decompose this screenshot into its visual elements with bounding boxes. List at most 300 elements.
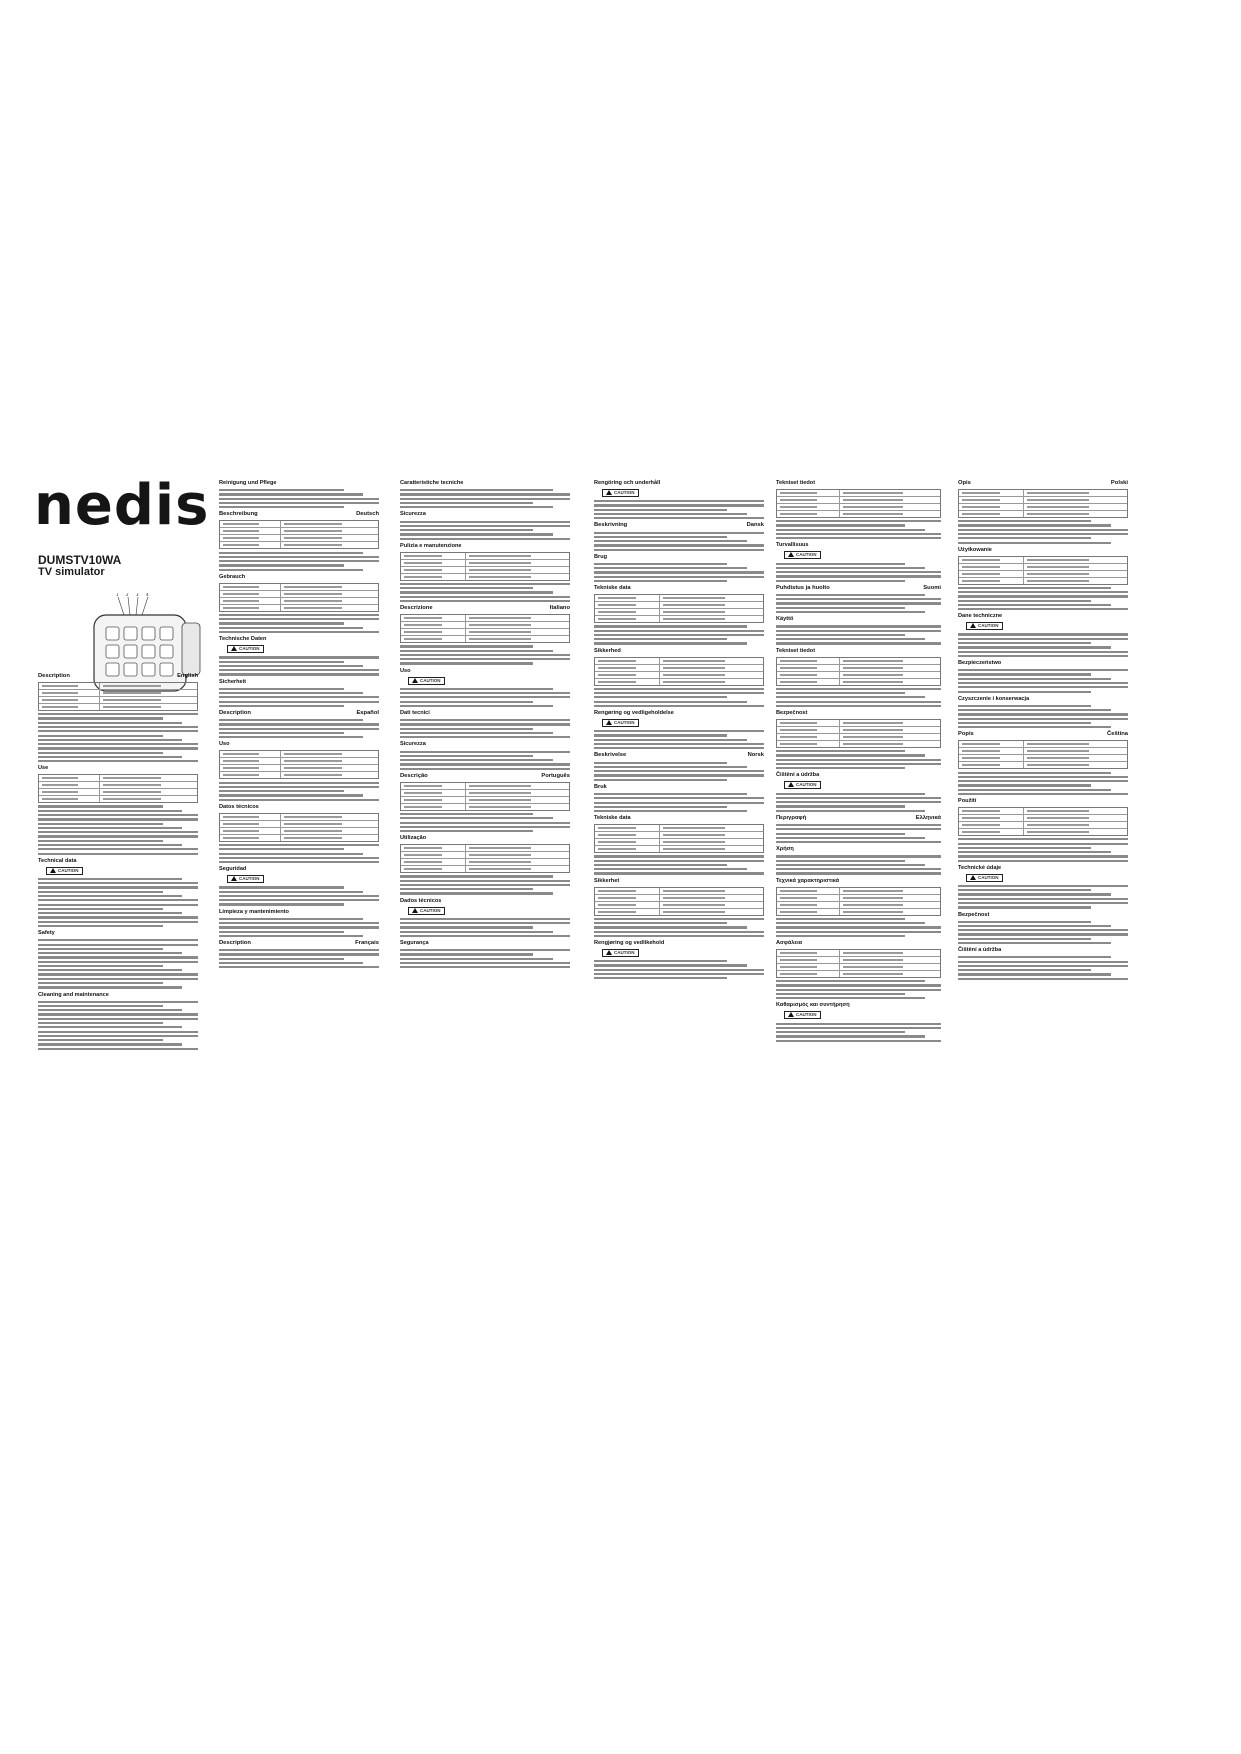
spec-table-row xyxy=(39,697,197,704)
text-line xyxy=(38,891,163,893)
text-line xyxy=(594,567,747,569)
led-cell xyxy=(124,627,137,640)
text-line xyxy=(958,776,1128,778)
spec-table-row xyxy=(595,609,763,616)
spec-table-row xyxy=(220,605,378,611)
text-line xyxy=(958,678,1111,680)
text-line xyxy=(38,1018,198,1020)
text-line xyxy=(776,1040,941,1042)
product-name: TV simulator xyxy=(38,566,105,578)
text-line xyxy=(400,529,533,531)
text-line xyxy=(776,989,941,991)
text-line xyxy=(776,931,941,933)
language-label: Italiano xyxy=(549,605,570,612)
section-heading: Uso xyxy=(400,667,411,674)
spec-table-row xyxy=(777,497,940,504)
text-line xyxy=(776,598,941,600)
text-line xyxy=(594,935,764,937)
text-line xyxy=(958,726,1111,728)
text-line xyxy=(400,880,570,882)
text-line xyxy=(400,826,570,828)
spec-table-row xyxy=(595,909,763,915)
text-line xyxy=(594,536,727,538)
text-line xyxy=(38,810,182,812)
text-line xyxy=(219,614,379,616)
text-line xyxy=(38,978,198,980)
text-line xyxy=(400,949,570,951)
text-line xyxy=(958,722,1091,724)
spec-table-row xyxy=(595,616,763,622)
text-line xyxy=(594,802,764,804)
caution-label xyxy=(784,1011,821,1019)
caution-label xyxy=(408,677,445,685)
text-line xyxy=(958,655,1128,657)
text-line xyxy=(38,986,182,988)
text-line xyxy=(594,642,747,644)
col-polish xyxy=(958,477,1128,1105)
text-line xyxy=(219,502,379,504)
text-line xyxy=(958,682,1128,684)
text-line xyxy=(400,751,570,753)
section-heading: Περιγραφή xyxy=(776,814,807,821)
caution-text: CAUTION xyxy=(978,623,999,629)
spec-table-row xyxy=(777,909,940,915)
text-line xyxy=(958,673,1091,675)
text-line xyxy=(219,564,344,566)
caution-label xyxy=(602,719,639,727)
text-line xyxy=(958,843,1128,845)
spec-table-row xyxy=(777,727,940,734)
text-line xyxy=(219,692,363,694)
text-line xyxy=(594,922,727,924)
spec-table-row xyxy=(959,564,1127,571)
text-line xyxy=(958,669,1128,671)
language-label: Norsk xyxy=(747,752,764,759)
text-line xyxy=(594,692,764,694)
text-line xyxy=(958,691,1091,693)
spec-table-row xyxy=(777,658,940,665)
svg-text:4: 4 xyxy=(146,593,149,597)
spec-table-row xyxy=(220,828,378,835)
text-line xyxy=(38,823,163,825)
text-line xyxy=(219,631,379,633)
text-line xyxy=(594,580,727,582)
text-line xyxy=(38,956,198,958)
spec-table xyxy=(400,782,570,811)
spec-table xyxy=(219,583,379,612)
spec-table xyxy=(400,552,570,581)
spec-table-row xyxy=(401,790,569,797)
section-heading: Bezpieczeństwo xyxy=(958,660,1002,667)
text-line xyxy=(776,696,925,698)
spec-table-row xyxy=(401,859,569,866)
spec-table xyxy=(958,489,1128,518)
text-line xyxy=(38,1022,163,1024)
caution-label xyxy=(966,874,1003,882)
text-line xyxy=(776,638,925,640)
spec-table-row xyxy=(220,772,378,778)
spec-table xyxy=(958,556,1128,585)
text-line xyxy=(38,831,198,833)
text-line xyxy=(400,583,570,585)
warning-icon xyxy=(606,950,612,955)
text-line xyxy=(400,962,570,964)
text-line xyxy=(400,958,553,960)
text-line xyxy=(594,926,747,928)
text-line xyxy=(594,747,764,749)
text-line xyxy=(958,906,1091,908)
section-heading-row xyxy=(219,710,379,717)
text-line xyxy=(219,786,379,788)
text-line xyxy=(958,542,1111,544)
spec-table-row xyxy=(220,598,378,605)
spec-table-row xyxy=(777,672,940,679)
text-line xyxy=(400,931,553,933)
text-line xyxy=(958,929,1128,931)
spec-table xyxy=(958,740,1128,769)
text-line xyxy=(38,878,182,880)
text-line xyxy=(958,646,1111,648)
text-line xyxy=(400,658,570,660)
text-line xyxy=(219,627,363,629)
text-line xyxy=(594,532,764,534)
spec-table-row xyxy=(959,762,1127,768)
section-heading: Beskrivelse xyxy=(594,752,627,759)
text-line xyxy=(776,625,941,627)
spec-table xyxy=(776,887,941,916)
section-heading: Description xyxy=(219,710,251,717)
text-line xyxy=(400,587,533,589)
text-line xyxy=(400,533,553,535)
text-line xyxy=(219,857,379,859)
text-line xyxy=(776,575,941,577)
spec-table-row xyxy=(595,846,763,852)
spec-table-row xyxy=(959,822,1127,829)
text-line xyxy=(400,650,553,652)
text-line xyxy=(776,793,925,795)
text-line xyxy=(776,810,925,812)
text-line xyxy=(958,604,1111,606)
text-line xyxy=(400,953,533,955)
text-line xyxy=(400,654,570,656)
caution-text: CAUTION xyxy=(239,646,260,652)
text-line xyxy=(219,931,344,933)
section-heading-row xyxy=(400,605,570,612)
text-line xyxy=(38,805,163,807)
text-line xyxy=(38,756,182,758)
section-heading: Description xyxy=(219,940,251,947)
spec-table-row xyxy=(777,902,940,909)
text-line xyxy=(958,965,1128,967)
text-line xyxy=(219,622,344,624)
text-line xyxy=(400,755,533,757)
section-heading: Tekniske data xyxy=(594,815,631,822)
section-heading-row xyxy=(219,511,379,518)
text-line xyxy=(776,855,941,857)
spec-table-row xyxy=(220,821,378,828)
spec-table xyxy=(400,844,570,873)
led-cell xyxy=(124,645,137,658)
text-line xyxy=(219,723,379,725)
text-line xyxy=(594,793,747,795)
spec-table xyxy=(38,774,198,803)
section-heading: Tekniset tiedot xyxy=(776,647,816,654)
text-line xyxy=(219,669,379,671)
section-heading: Beskrivning xyxy=(594,522,628,529)
text-line xyxy=(776,767,905,769)
text-line xyxy=(38,848,198,850)
section-heading: Sikkerhet xyxy=(594,877,620,884)
section-heading: Rengøring og vedligeholdelse xyxy=(594,710,674,717)
section-heading: Dati tecnici xyxy=(400,710,430,717)
text-line xyxy=(776,801,941,803)
text-line xyxy=(958,893,1111,895)
text-line xyxy=(400,596,570,598)
text-line xyxy=(400,884,570,886)
text-line xyxy=(776,524,905,526)
text-line xyxy=(38,743,198,745)
text-line xyxy=(219,903,344,905)
spec-table-row xyxy=(401,797,569,804)
text-line xyxy=(400,966,570,968)
text-line xyxy=(38,886,198,888)
spec-table xyxy=(219,520,379,549)
text-line xyxy=(594,872,764,874)
section-heading: Technické údaje xyxy=(958,864,1002,871)
caution-label xyxy=(966,622,1003,630)
text-line xyxy=(958,780,1128,782)
spec-table xyxy=(594,824,764,853)
warning-icon xyxy=(412,678,418,683)
text-line xyxy=(400,817,553,819)
text-line xyxy=(38,735,163,737)
text-line xyxy=(594,625,747,627)
spec-table-row xyxy=(401,783,569,790)
text-line xyxy=(958,889,1091,891)
text-line xyxy=(38,895,182,897)
text-line xyxy=(219,506,344,508)
text-line xyxy=(776,533,941,535)
text-line xyxy=(38,944,198,946)
text-line xyxy=(400,696,570,698)
text-line xyxy=(594,766,747,768)
spec-table-row xyxy=(595,832,763,839)
caution-label xyxy=(227,875,264,883)
section-heading: Bezpečnost xyxy=(958,911,990,918)
text-line xyxy=(219,673,379,675)
section-heading: Dados técnicos xyxy=(400,897,442,904)
text-line xyxy=(776,580,905,582)
section-heading: Gebrauch xyxy=(219,573,246,580)
section-heading: Καθαρισμός και συντήρηση xyxy=(776,1002,850,1009)
caution-text: CAUTION xyxy=(420,907,441,913)
section-heading: Descrizione xyxy=(400,605,433,612)
text-line xyxy=(958,709,1111,711)
text-line xyxy=(594,513,747,515)
text-line xyxy=(958,838,1128,840)
text-line xyxy=(38,840,163,842)
caution-text: CAUTION xyxy=(614,490,635,495)
text-line xyxy=(400,701,533,703)
section-heading: Use xyxy=(38,765,49,772)
spec-table-row xyxy=(220,765,378,772)
text-line xyxy=(38,730,198,732)
text-line xyxy=(219,618,379,620)
spec-table-row xyxy=(777,504,940,511)
text-line xyxy=(38,1043,182,1045)
caution-label xyxy=(602,489,639,497)
text-line xyxy=(776,860,905,862)
text-line xyxy=(958,587,1111,589)
text-line xyxy=(594,734,727,736)
spec-table-row xyxy=(220,521,378,528)
section-heading: Puhdistus ja huolto xyxy=(776,584,830,591)
text-line xyxy=(594,931,764,933)
spec-table-row xyxy=(777,895,940,902)
text-line xyxy=(219,953,379,955)
spec-table-row xyxy=(401,615,569,622)
text-line xyxy=(594,500,764,502)
language-label: English xyxy=(177,673,198,679)
warning-icon xyxy=(788,1012,794,1017)
section-heading: Rengöring och underhåll xyxy=(594,480,661,486)
text-line xyxy=(219,794,363,796)
spec-table-row xyxy=(959,815,1127,822)
section-heading: Turvallisuus xyxy=(776,542,809,549)
warning-icon xyxy=(50,868,56,873)
text-line xyxy=(38,908,163,910)
spec-table-row xyxy=(220,758,378,765)
text-line xyxy=(958,633,1128,635)
text-line xyxy=(594,540,747,542)
section-heading: Bezpečnost xyxy=(776,710,808,717)
spec-table-row xyxy=(777,957,940,964)
text-line xyxy=(594,810,747,812)
text-line xyxy=(958,600,1091,602)
text-line xyxy=(958,885,1128,887)
spec-table-row xyxy=(959,808,1127,815)
spec-table-row xyxy=(220,584,378,591)
text-line xyxy=(219,799,379,801)
section-heading: Brug xyxy=(594,553,608,560)
led-cell xyxy=(106,627,119,640)
text-line xyxy=(38,916,198,918)
text-line xyxy=(594,918,764,920)
spec-table xyxy=(776,489,941,518)
spec-table-row xyxy=(220,751,378,758)
text-line xyxy=(776,872,941,874)
text-line xyxy=(38,722,182,724)
text-line xyxy=(400,688,553,690)
language-label: Español xyxy=(356,710,379,717)
spec-table-row xyxy=(39,775,197,782)
spec-table-row xyxy=(401,567,569,574)
spec-table-row xyxy=(595,602,763,609)
text-line xyxy=(776,1023,941,1025)
text-line xyxy=(400,759,553,761)
text-line xyxy=(594,701,747,703)
text-line xyxy=(219,696,379,698)
spec-table-row xyxy=(777,720,940,727)
text-line xyxy=(38,948,163,950)
text-line xyxy=(776,841,941,843)
led-cell xyxy=(106,645,119,658)
text-line xyxy=(776,984,941,986)
text-line xyxy=(400,521,570,523)
text-line xyxy=(776,537,941,539)
section-heading: Pulizia e manutenzione xyxy=(400,542,462,549)
warning-icon xyxy=(606,720,612,725)
text-line xyxy=(219,962,363,964)
text-line xyxy=(594,730,764,732)
text-line xyxy=(400,822,570,824)
section-heading: Opis xyxy=(958,480,971,486)
text-line xyxy=(219,899,379,901)
section-heading: Popis xyxy=(958,731,974,738)
text-line xyxy=(219,918,363,920)
spec-table-row xyxy=(777,888,940,895)
svg-text:3: 3 xyxy=(136,593,139,597)
text-line xyxy=(776,611,925,613)
text-line xyxy=(219,656,379,658)
section-heading: Τεχνικά χαρακτηριστικά xyxy=(776,877,840,884)
led-cell xyxy=(160,645,173,658)
text-line xyxy=(958,973,1111,975)
section-heading: Sicurezza xyxy=(400,741,426,748)
text-line xyxy=(958,520,1091,522)
text-line xyxy=(400,705,553,707)
text-line xyxy=(38,835,198,837)
text-line xyxy=(776,602,941,604)
text-line xyxy=(776,805,905,807)
section-heading-row xyxy=(219,940,379,947)
section-heading: Čištění a údržba xyxy=(776,772,820,779)
col-swedish xyxy=(594,477,764,1293)
spec-table-row xyxy=(595,888,763,895)
text-line xyxy=(219,665,363,667)
caution-text: CAUTION xyxy=(796,1012,817,1018)
text-line xyxy=(776,922,925,924)
spec-table-row xyxy=(220,528,378,535)
text-line xyxy=(219,493,363,495)
text-line xyxy=(776,868,941,870)
text-line xyxy=(38,973,198,975)
caution-label xyxy=(46,867,83,875)
section-heading: Caratteristiche tecniche xyxy=(400,480,464,486)
spec-table-row xyxy=(595,895,763,902)
spec-table-row xyxy=(777,665,940,672)
section-heading: Limpieza y mantenimiento xyxy=(219,908,289,915)
text-line xyxy=(958,902,1128,904)
text-line xyxy=(38,939,198,941)
text-line xyxy=(958,969,1091,971)
led-cell xyxy=(142,627,155,640)
spec-table-row xyxy=(39,796,197,802)
warning-icon xyxy=(412,908,418,913)
text-line xyxy=(400,728,533,730)
spec-table-row xyxy=(959,571,1127,578)
text-line xyxy=(776,754,925,756)
section-heading: Safety xyxy=(38,930,55,937)
text-line xyxy=(594,634,764,636)
text-line xyxy=(958,961,1128,963)
spec-table-row xyxy=(959,578,1127,584)
text-line xyxy=(594,797,764,799)
spec-table-row xyxy=(39,782,197,789)
text-line xyxy=(400,719,570,721)
text-line xyxy=(38,827,182,829)
spec-table-row xyxy=(220,591,378,598)
